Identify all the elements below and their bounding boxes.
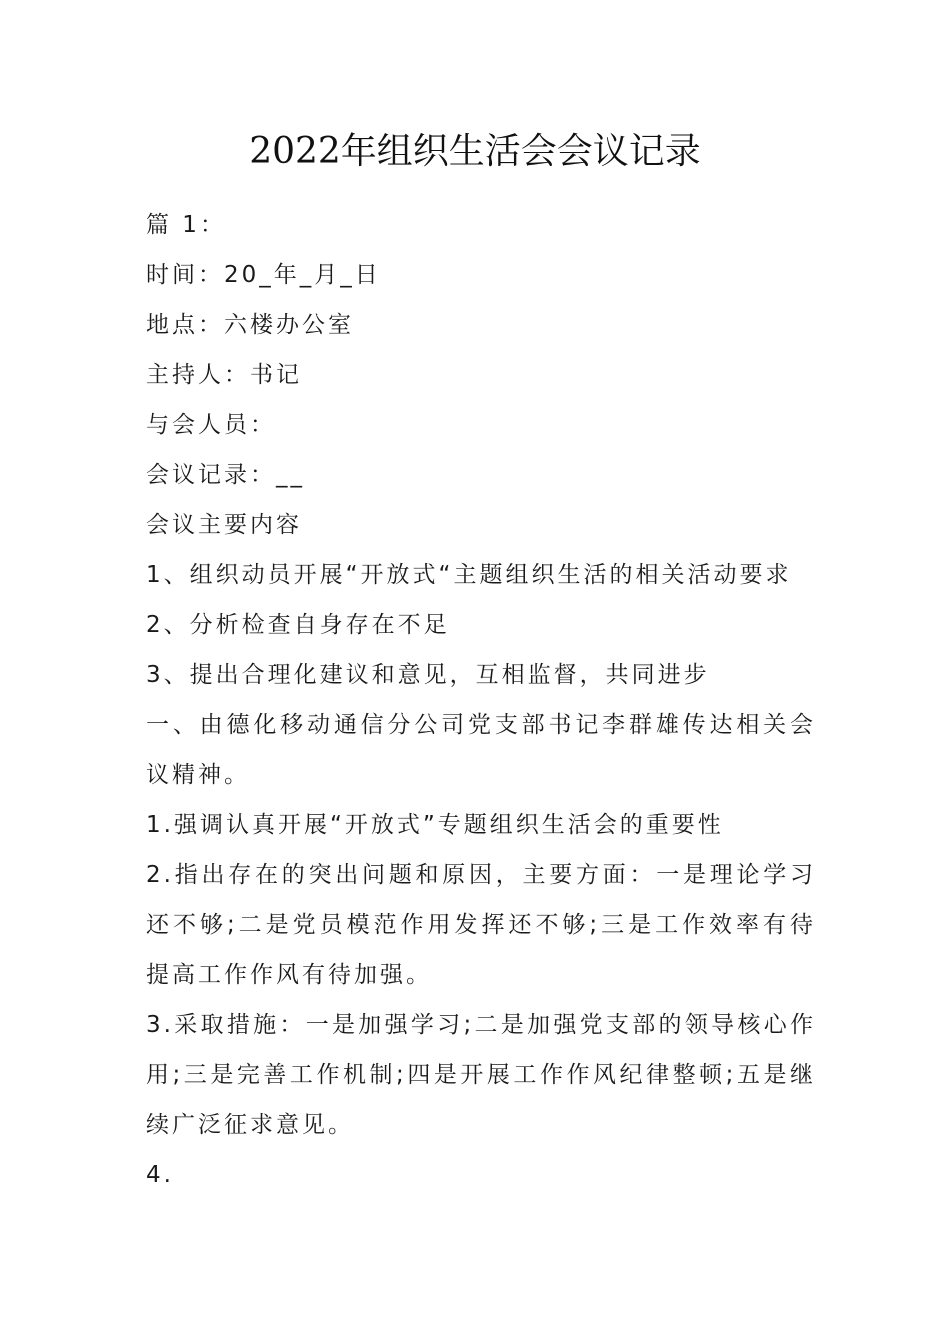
- meeting-recorder: 会议记录：__: [146, 462, 305, 488]
- meeting-attendees: 与会人员：: [146, 412, 276, 438]
- meeting-place: 地点：六楼办公室: [146, 312, 354, 338]
- agenda-item: 2、分析检查自身存在不足: [146, 612, 450, 638]
- section-label: 篇 1：: [146, 212, 226, 238]
- agenda-item: 1、组织动员开展“开放式“主题组织生活的相关活动要求: [146, 562, 792, 588]
- document-body: [146, 200, 816, 1200]
- main-content-heading: 会议主要内容: [146, 512, 302, 538]
- meeting-host: 主持人：书记: [146, 362, 302, 388]
- part-one-paragraph: 一、由德化移动通信分公司党支部书记李群雄传达相关会议精神。: [146, 712, 816, 788]
- agenda-item: 3、提出合理化建议和意见，互相监督，共同进步: [146, 662, 710, 688]
- point-paragraph: 2.指出存在的突出问题和原因，主要方面：一是理论学习还不够;二是党员模范作用发挥还不够;三是工作效率有待提高工作作风有待加强。: [146, 862, 816, 988]
- document-title: 2022年组织生活会会议记录: [249, 131, 701, 172]
- point-paragraph: 3.采取措施：一是加强学习;二是加强党支部的领导核心作用;三是完善工作机制;四是开展工作作风纪律整顿;五是继续广泛征求意见。: [146, 1012, 816, 1138]
- meeting-time: 时间：20_年_月_日: [146, 262, 381, 288]
- point-paragraph: 1.强调认真开展“开放式”专题组织生活会的重要性: [146, 812, 724, 838]
- point-paragraph: 4.: [146, 1162, 174, 1188]
